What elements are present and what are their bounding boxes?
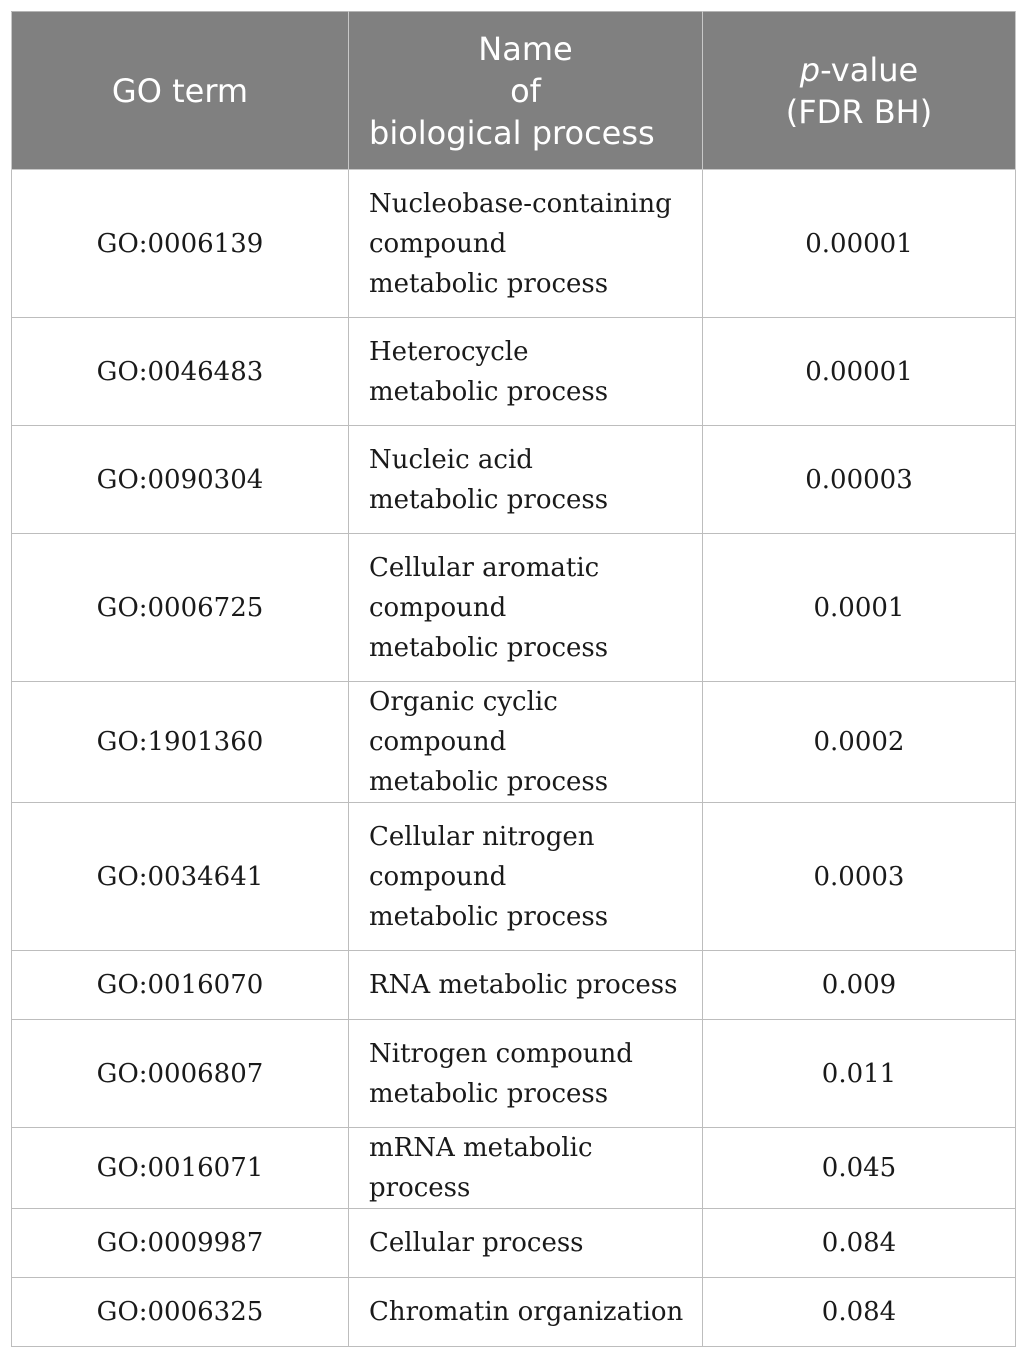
process-name-cell [349, 803, 703, 951]
process-name-cell [349, 534, 703, 682]
p-value-cell: 0.00001 [703, 318, 1016, 426]
header-p-value-suffix: -value [820, 50, 919, 89]
process-name-line: compound [369, 861, 507, 892]
table-body [12, 170, 1016, 1347]
p-value-cell: 0.084 [703, 1278, 1016, 1347]
process-name-line: metabolic process [369, 268, 609, 299]
p-value-cell: 0.0001 [703, 534, 1016, 682]
go-term-cell: GO:0006725 [12, 534, 349, 682]
header-process-name-line-1: Name [478, 29, 573, 68]
header-go-term-label: GO term [111, 71, 249, 110]
p-value-cell: 0.084 [703, 1209, 1016, 1278]
table-row [12, 951, 1016, 1020]
p-value-cell: 0.00003 [703, 426, 1016, 534]
header-p-value-line-2: (FDR BH) [785, 92, 933, 131]
go-terms-table [11, 11, 1016, 1347]
process-name-line: Organic cyclic compound [369, 687, 558, 757]
header-p-value [703, 12, 1016, 170]
go-term-cell: GO:0006325 [12, 1278, 349, 1347]
process-name-line: Nucleobase-containing [369, 188, 672, 219]
p-value-cell: 0.0002 [703, 682, 1016, 803]
p-value-cell: 0.009 [703, 951, 1016, 1020]
table-row [12, 534, 1016, 682]
p-value-cell: 0.0003 [703, 803, 1016, 951]
go-term-cell: GO:0006139 [12, 170, 349, 318]
process-name-line: Chromatin organization [369, 1297, 684, 1327]
process-name-line: metabolic process [369, 901, 609, 932]
process-name-line: Nitrogen compound [369, 1038, 633, 1069]
go-term-cell: GO:0046483 [12, 318, 349, 426]
process-name-line: Cellular aromatic [369, 552, 600, 583]
header-process-name [349, 12, 703, 170]
process-name-cell [349, 170, 703, 318]
table-header [12, 12, 1016, 170]
process-name-line: compound [369, 592, 507, 623]
table-row [12, 682, 1016, 803]
process-name-line: Cellular process [369, 1228, 584, 1258]
header-p-symbol: p [799, 50, 821, 89]
process-name-line: compound [369, 228, 507, 259]
header-process-name-line-3: biological process [369, 113, 655, 152]
go-term-cell: GO:0009987 [12, 1209, 349, 1278]
process-name-line: Cellular nitrogen [369, 821, 595, 852]
process-name-line: metabolic process [369, 767, 609, 797]
process-name-cell [349, 951, 703, 1020]
p-value-cell: 0.00001 [703, 170, 1016, 318]
p-value-cell: 0.011 [703, 1020, 1016, 1128]
process-name-line: Nucleic acid [369, 444, 533, 475]
table-row [12, 1278, 1016, 1347]
table-row [12, 803, 1016, 951]
process-name-cell [349, 1209, 703, 1278]
process-name-cell [349, 1128, 703, 1209]
go-term-cell: GO:0090304 [12, 426, 349, 534]
p-value-cell: 0.045 [703, 1128, 1016, 1209]
table-row [12, 1209, 1016, 1278]
process-name-line: Heterocycle [369, 336, 529, 367]
process-name-line: metabolic process [369, 632, 609, 663]
process-name-cell [349, 1278, 703, 1347]
table-row [12, 1020, 1016, 1128]
process-name-line: mRNA metabolic process [369, 1133, 593, 1203]
header-process-name-line-2: of [510, 71, 541, 110]
table-row [12, 318, 1016, 426]
go-term-cell: GO:0006807 [12, 1020, 349, 1128]
go-term-cell: GO:0016071 [12, 1128, 349, 1209]
process-name-cell [349, 682, 703, 803]
header-row [12, 12, 1016, 170]
process-name-line: RNA metabolic process [369, 970, 678, 1000]
table-row [12, 1128, 1016, 1209]
table-row [12, 426, 1016, 534]
process-name-cell [349, 318, 703, 426]
table-row [12, 170, 1016, 318]
go-term-cell: GO:0034641 [12, 803, 349, 951]
header-go-term [12, 12, 349, 170]
process-name-line: metabolic process [369, 376, 609, 407]
process-name-cell [349, 1020, 703, 1128]
header-p-value-line-1 [703, 49, 1015, 91]
go-term-cell: GO:0016070 [12, 951, 349, 1020]
process-name-line: metabolic process [369, 484, 609, 515]
go-term-cell: GO:1901360 [12, 682, 349, 803]
process-name-line: metabolic process [369, 1078, 609, 1109]
process-name-cell [349, 426, 703, 534]
